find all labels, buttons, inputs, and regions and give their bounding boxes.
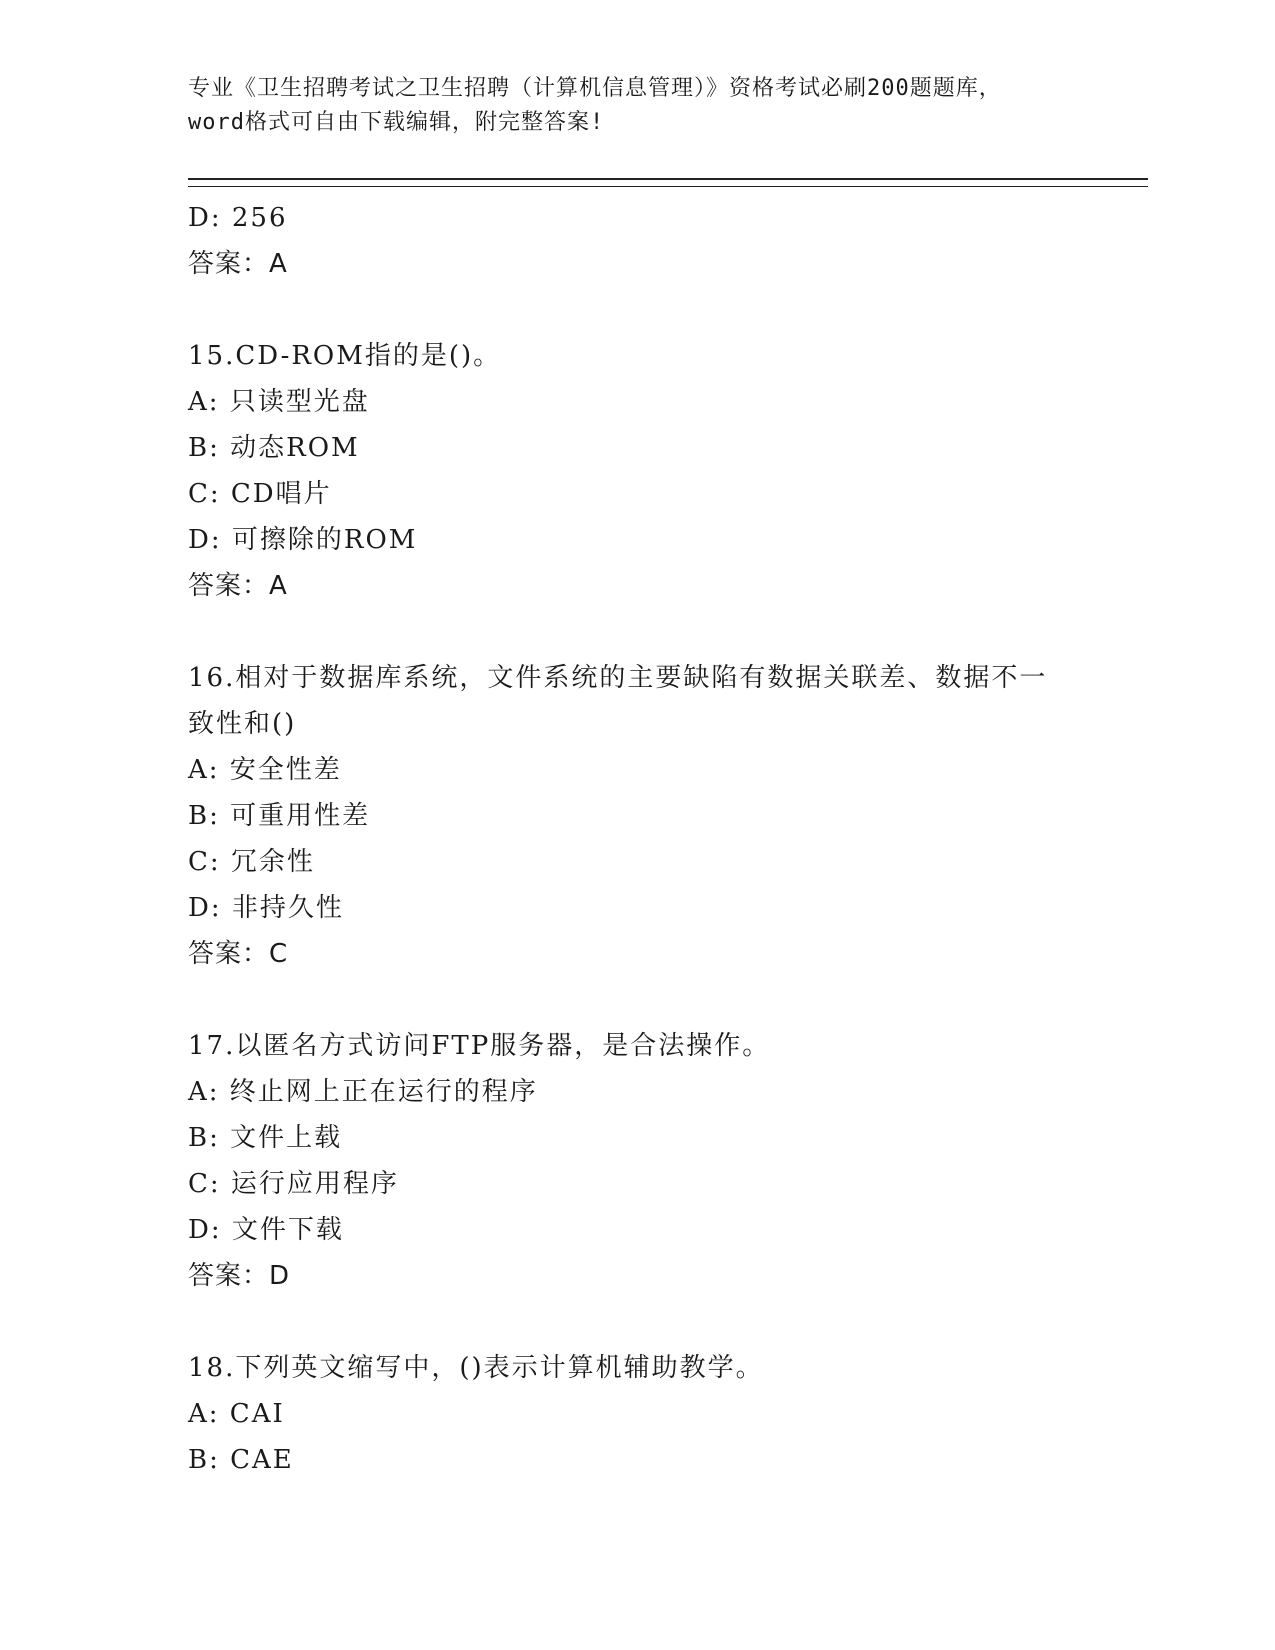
option-a: A: 安全性差 <box>188 755 342 785</box>
answer-line: 答案：D <box>188 1261 291 1291</box>
answer-line: 答案：A <box>188 571 288 601</box>
header-line-1: 专业《卫生招聘考试之卫生招聘（计算机信息管理）》资格考试必刷200题题库， <box>188 76 1002 101</box>
question-18 <box>188 1345 1148 1483</box>
option-c: C: CD唱片 <box>188 479 332 509</box>
option-a: A: 终止网上正在运行的程序 <box>188 1077 538 1107</box>
option-b: B: CAE <box>188 1445 294 1475</box>
question-text: 15.CD-ROM指的是()。 <box>188 341 502 371</box>
question-text: 16.相对于数据库系统，文件系统的主要缺陷有数据关联差、数据不一致性和() <box>188 663 1048 739</box>
question-14-tail <box>188 195 1148 287</box>
answer-line: 答案：A <box>188 249 288 279</box>
option-a: A: CAI <box>188 1399 285 1429</box>
document-page <box>188 0 1148 1483</box>
option-a: A: 只读型光盘 <box>188 387 370 417</box>
option-d: D: 256 <box>188 203 288 233</box>
question-15 <box>188 333 1148 609</box>
option-d: D: 文件下载 <box>188 1215 344 1245</box>
header-divider <box>188 178 1148 187</box>
question-text: 18.下列英文缩写中，()表示计算机辅助教学。 <box>188 1353 764 1383</box>
option-c: C: 冗余性 <box>188 847 315 877</box>
option-c: C: 运行应用程序 <box>188 1169 399 1199</box>
document-body <box>188 195 1148 1483</box>
header-line-2: word格式可自由下载编辑，附完整答案! <box>188 110 605 135</box>
option-d: D: 可擦除的ROM <box>188 525 418 555</box>
option-b: B: 文件上载 <box>188 1123 343 1153</box>
document-header <box>188 72 1148 140</box>
question-16 <box>188 655 1148 977</box>
option-d: D: 非持久性 <box>188 893 344 923</box>
question-17 <box>188 1023 1148 1299</box>
answer-line: 答案：C <box>188 939 289 969</box>
option-b: B: 可重用性差 <box>188 801 371 831</box>
question-text: 17.以匿名方式访问FTP服务器，是合法操作。 <box>188 1031 771 1061</box>
option-b: B: 动态ROM <box>188 433 360 463</box>
